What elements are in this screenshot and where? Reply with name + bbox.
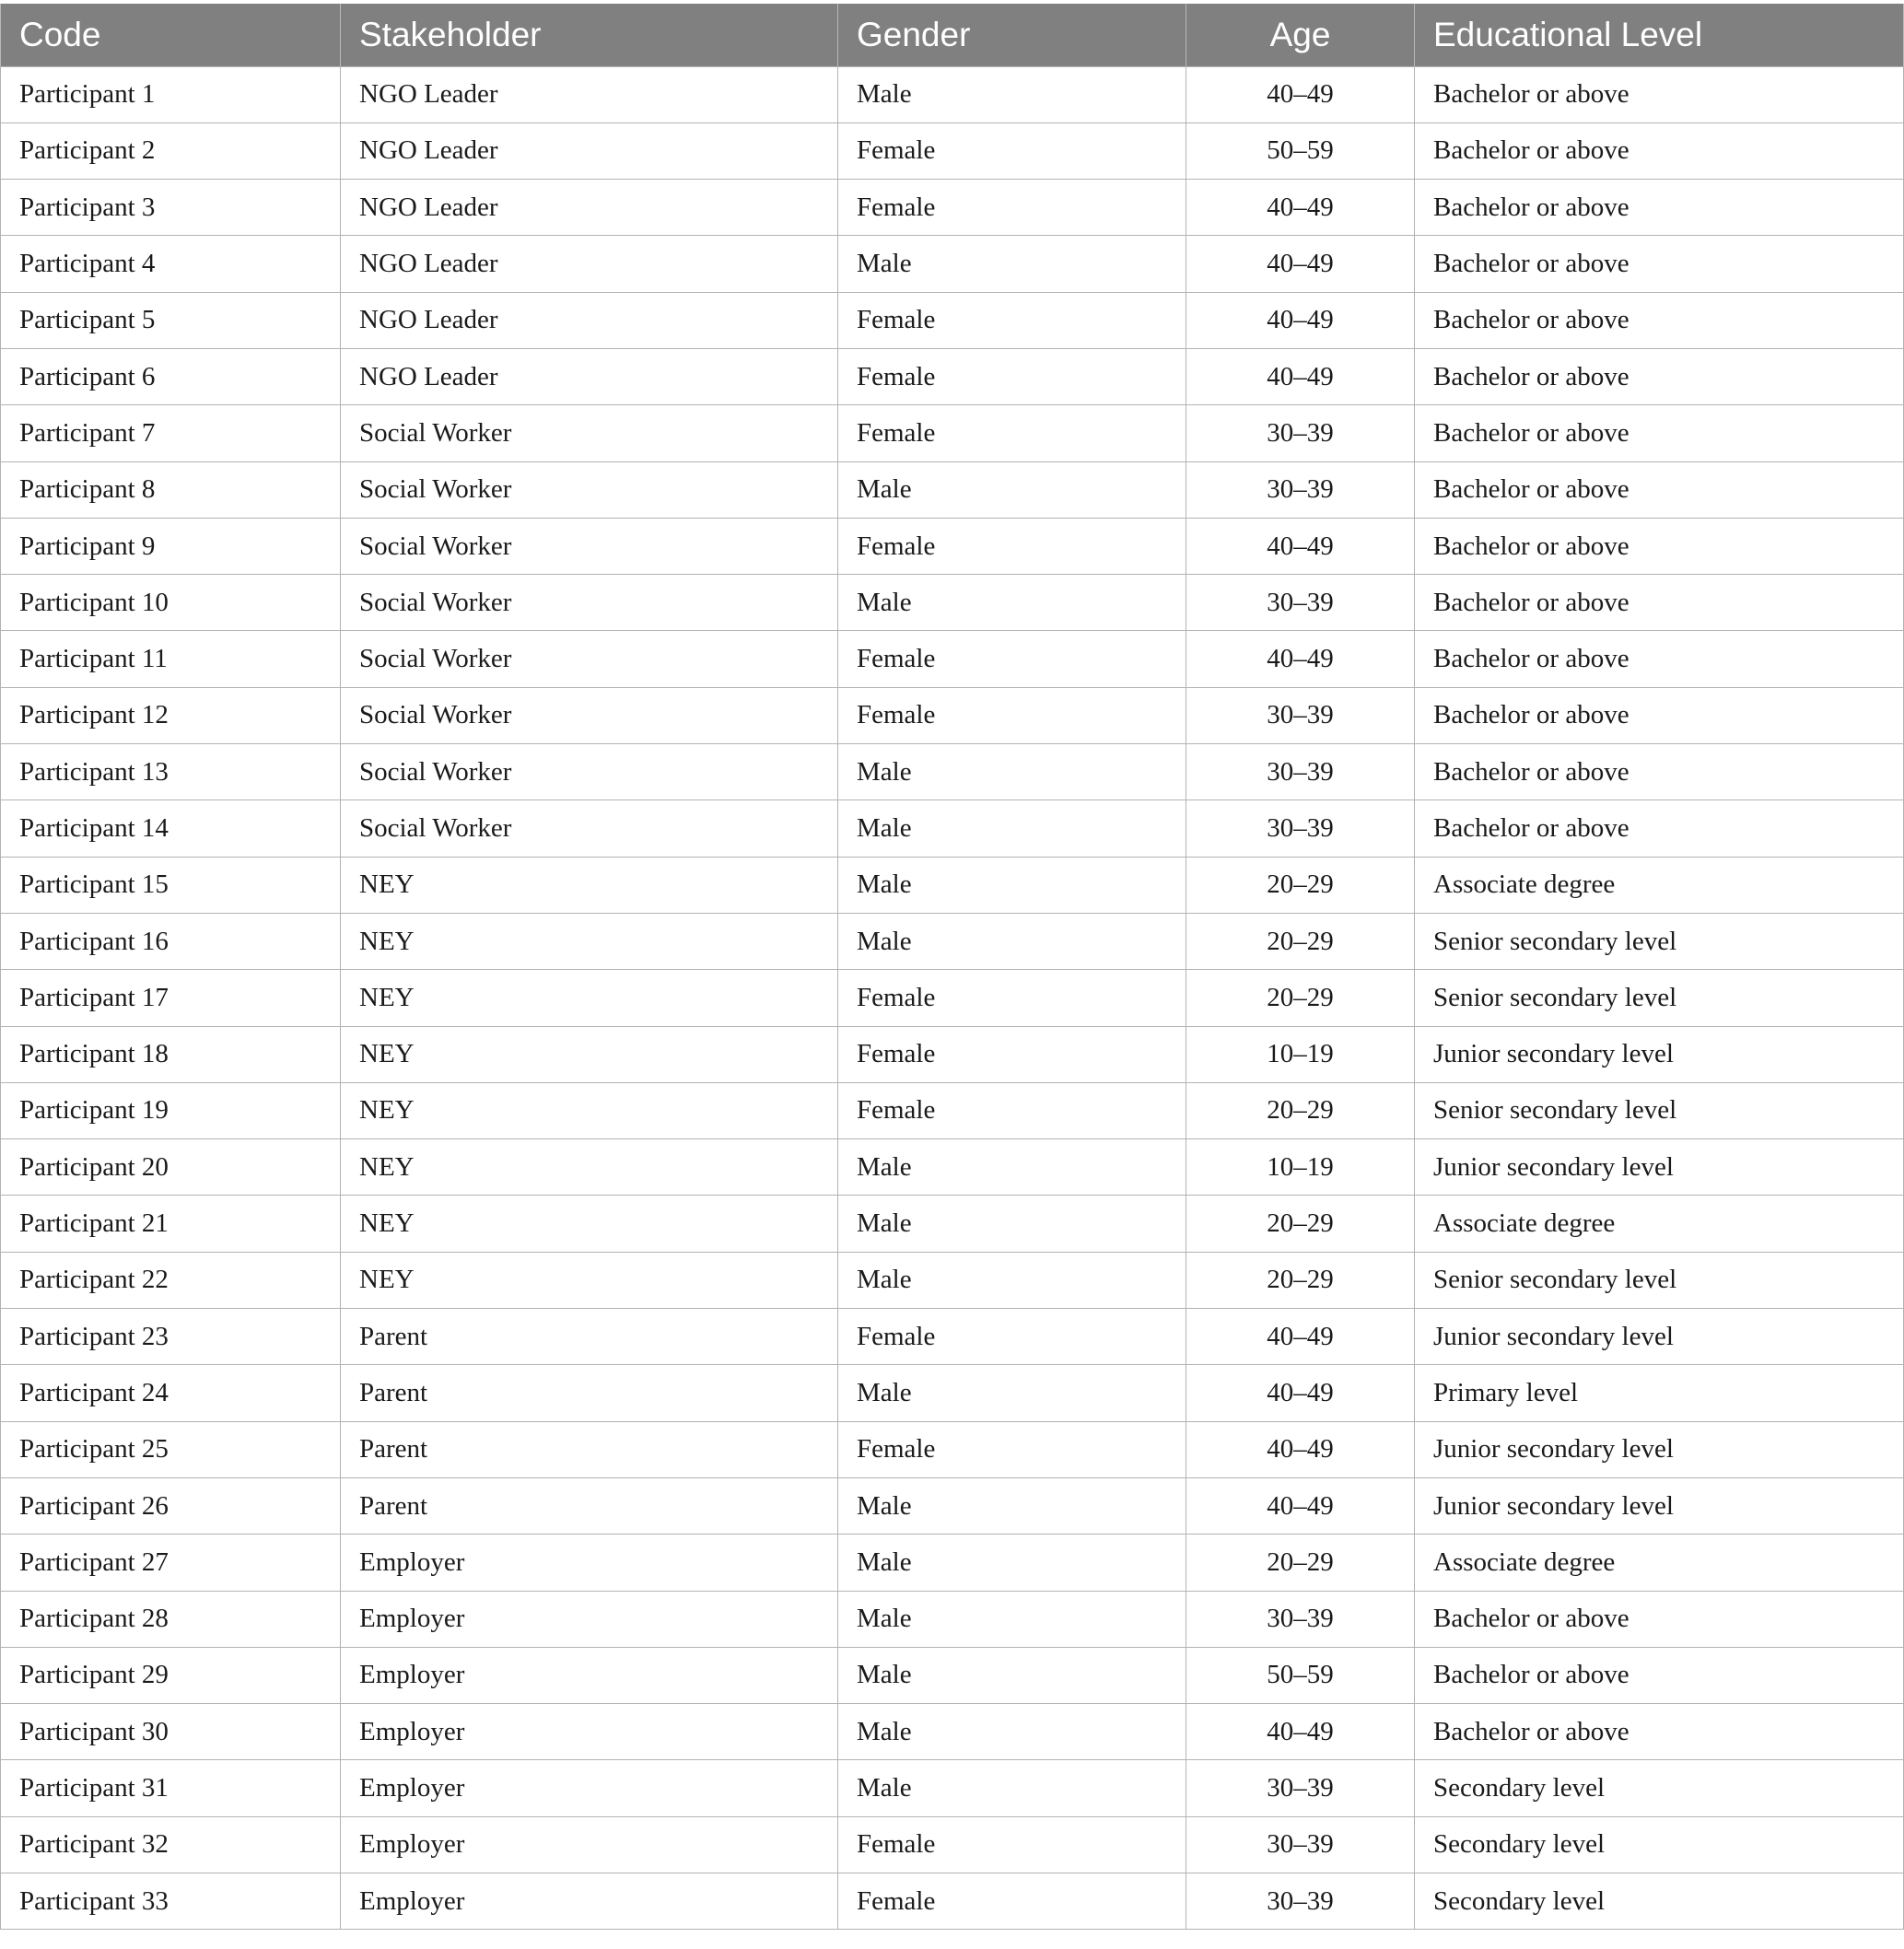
table-row: [1, 348, 1904, 404]
cell-educational-level: Bachelor or above: [1415, 518, 1904, 574]
cell-age: 30–39: [1186, 405, 1415, 461]
cell-age: 30–39: [1186, 575, 1415, 631]
cell-gender: Male: [838, 1252, 1186, 1308]
cell-stakeholder: Parent: [341, 1421, 838, 1477]
cell-code: Participant 4: [1, 236, 341, 292]
cell-code: Participant 18: [1, 1026, 341, 1082]
cell-age: 10–19: [1186, 1026, 1415, 1082]
cell-gender: Female: [838, 970, 1186, 1026]
cell-age: 40–49: [1186, 1421, 1415, 1477]
cell-gender: Female: [838, 1816, 1186, 1873]
cell-educational-level: Bachelor or above: [1415, 800, 1904, 857]
cell-stakeholder: Employer: [341, 1816, 838, 1873]
table-header: [1, 4, 1904, 66]
participants-table: [0, 4, 1904, 1930]
cell-age: 40–49: [1186, 236, 1415, 292]
cell-gender: Male: [838, 236, 1186, 292]
cell-educational-level: Secondary level: [1415, 1760, 1904, 1816]
cell-educational-level: Bachelor or above: [1415, 66, 1904, 123]
cell-code: Participant 26: [1, 1477, 341, 1534]
cell-stakeholder: Social Worker: [341, 687, 838, 743]
cell-stakeholder: NGO Leader: [341, 180, 838, 236]
cell-stakeholder: Employer: [341, 1873, 838, 1930]
cell-educational-level: Junior secondary level: [1415, 1026, 1904, 1082]
cell-code: Participant 10: [1, 575, 341, 631]
cell-code: Participant 25: [1, 1421, 341, 1477]
cell-gender: Male: [838, 1591, 1186, 1647]
table-row: [1, 1477, 1904, 1534]
table-row: [1, 744, 1904, 800]
cell-stakeholder: Social Worker: [341, 631, 838, 687]
cell-educational-level: Primary level: [1415, 1365, 1904, 1421]
table-row: [1, 1082, 1904, 1138]
cell-age: 40–49: [1186, 1309, 1415, 1365]
table-row: [1, 123, 1904, 179]
cell-age: 30–39: [1186, 461, 1415, 518]
cell-educational-level: Junior secondary level: [1415, 1139, 1904, 1196]
table-row: [1, 1309, 1904, 1365]
table-row: [1, 66, 1904, 123]
cell-stakeholder: NEY: [341, 1139, 838, 1196]
cell-educational-level: Junior secondary level: [1415, 1421, 1904, 1477]
cell-educational-level: Associate degree: [1415, 1196, 1904, 1252]
cell-gender: Female: [838, 1421, 1186, 1477]
cell-gender: Male: [838, 1365, 1186, 1421]
cell-stakeholder: NEY: [341, 857, 838, 913]
cell-stakeholder: Parent: [341, 1309, 838, 1365]
cell-gender: Male: [838, 1477, 1186, 1534]
table-row: [1, 1760, 1904, 1816]
cell-stakeholder: Social Worker: [341, 800, 838, 857]
cell-educational-level: Secondary level: [1415, 1873, 1904, 1930]
cell-code: Participant 6: [1, 348, 341, 404]
table-row: [1, 180, 1904, 236]
cell-gender: Male: [838, 1760, 1186, 1816]
cell-educational-level: Junior secondary level: [1415, 1477, 1904, 1534]
cell-stakeholder: Employer: [341, 1704, 838, 1760]
table-row: [1, 1139, 1904, 1196]
cell-age: 50–59: [1186, 1647, 1415, 1703]
cell-age: 30–39: [1186, 687, 1415, 743]
table-row: [1, 1421, 1904, 1477]
cell-code: Participant 24: [1, 1365, 341, 1421]
cell-code: Participant 8: [1, 461, 341, 518]
table-row: [1, 405, 1904, 461]
cell-educational-level: Bachelor or above: [1415, 180, 1904, 236]
cell-educational-level: Junior secondary level: [1415, 1309, 1904, 1365]
table-row: [1, 1026, 1904, 1082]
cell-age: 20–29: [1186, 1196, 1415, 1252]
cell-code: Participant 9: [1, 518, 341, 574]
cell-educational-level: Bachelor or above: [1415, 575, 1904, 631]
cell-educational-level: Bachelor or above: [1415, 405, 1904, 461]
cell-educational-level: Bachelor or above: [1415, 348, 1904, 404]
table-body: [1, 66, 1904, 1930]
cell-stakeholder: Employer: [341, 1591, 838, 1647]
table-row: [1, 913, 1904, 969]
cell-stakeholder: NGO Leader: [341, 348, 838, 404]
cell-gender: Male: [838, 800, 1186, 857]
cell-educational-level: Senior secondary level: [1415, 913, 1904, 969]
cell-gender: Male: [838, 1139, 1186, 1196]
cell-age: 30–39: [1186, 1816, 1415, 1873]
cell-code: Participant 23: [1, 1309, 341, 1365]
cell-age: 10–19: [1186, 1139, 1415, 1196]
cell-code: Participant 15: [1, 857, 341, 913]
cell-gender: Male: [838, 857, 1186, 913]
cell-age: 30–39: [1186, 744, 1415, 800]
cell-educational-level: Bachelor or above: [1415, 687, 1904, 743]
table-row: [1, 800, 1904, 857]
cell-code: Participant 1: [1, 66, 341, 123]
cell-gender: Female: [838, 1309, 1186, 1365]
table-row: [1, 518, 1904, 574]
cell-educational-level: Secondary level: [1415, 1816, 1904, 1873]
cell-stakeholder: NEY: [341, 1252, 838, 1308]
header-stakeholder: Stakeholder: [341, 4, 838, 66]
cell-age: 30–39: [1186, 1760, 1415, 1816]
cell-stakeholder: Social Worker: [341, 744, 838, 800]
cell-age: 40–49: [1186, 518, 1415, 574]
cell-code: Participant 7: [1, 405, 341, 461]
cell-code: Participant 29: [1, 1647, 341, 1703]
cell-educational-level: Associate degree: [1415, 857, 1904, 913]
table-row: [1, 631, 1904, 687]
cell-educational-level: Bachelor or above: [1415, 236, 1904, 292]
cell-code: Participant 17: [1, 970, 341, 1026]
cell-code: Participant 21: [1, 1196, 341, 1252]
cell-code: Participant 12: [1, 687, 341, 743]
cell-stakeholder: Parent: [341, 1477, 838, 1534]
table-row: [1, 1704, 1904, 1760]
cell-code: Participant 33: [1, 1873, 341, 1930]
header-gender: Gender: [838, 4, 1186, 66]
cell-educational-level: Bachelor or above: [1415, 461, 1904, 518]
table-row: [1, 1591, 1904, 1647]
cell-educational-level: Bachelor or above: [1415, 1591, 1904, 1647]
cell-age: 40–49: [1186, 1477, 1415, 1534]
header-row: [1, 4, 1904, 66]
cell-gender: Male: [838, 66, 1186, 123]
table-row: [1, 1252, 1904, 1308]
cell-age: 40–49: [1186, 180, 1415, 236]
table-row: [1, 1647, 1904, 1703]
table-row: [1, 1873, 1904, 1930]
cell-educational-level: Bachelor or above: [1415, 292, 1904, 348]
cell-stakeholder: Social Worker: [341, 405, 838, 461]
cell-age: 20–29: [1186, 1252, 1415, 1308]
cell-age: 50–59: [1186, 123, 1415, 179]
table-row: [1, 292, 1904, 348]
header-code: Code: [1, 4, 341, 66]
cell-educational-level: Bachelor or above: [1415, 1704, 1904, 1760]
cell-stakeholder: NEY: [341, 970, 838, 1026]
cell-stakeholder: Social Worker: [341, 461, 838, 518]
cell-code: Participant 16: [1, 913, 341, 969]
cell-educational-level: Bachelor or above: [1415, 631, 1904, 687]
cell-gender: Female: [838, 292, 1186, 348]
cell-stakeholder: NEY: [341, 1026, 838, 1082]
cell-educational-level: Bachelor or above: [1415, 123, 1904, 179]
table-row: [1, 1365, 1904, 1421]
cell-educational-level: Associate degree: [1415, 1535, 1904, 1591]
cell-stakeholder: Employer: [341, 1647, 838, 1703]
cell-age: 20–29: [1186, 913, 1415, 969]
cell-stakeholder: NGO Leader: [341, 66, 838, 123]
header-age: Age: [1186, 4, 1415, 66]
cell-gender: Male: [838, 1647, 1186, 1703]
cell-code: Participant 5: [1, 292, 341, 348]
participants-table-container: [0, 4, 1904, 1930]
cell-age: 40–49: [1186, 631, 1415, 687]
cell-code: Participant 2: [1, 123, 341, 179]
cell-code: Participant 27: [1, 1535, 341, 1591]
cell-stakeholder: Parent: [341, 1365, 838, 1421]
cell-gender: Male: [838, 1704, 1186, 1760]
cell-age: 40–49: [1186, 1704, 1415, 1760]
cell-stakeholder: NEY: [341, 1196, 838, 1252]
cell-age: 20–29: [1186, 1082, 1415, 1138]
cell-stakeholder: Social Worker: [341, 518, 838, 574]
table-row: [1, 236, 1904, 292]
cell-stakeholder: NEY: [341, 913, 838, 969]
cell-gender: Male: [838, 1196, 1186, 1252]
table-row: [1, 1535, 1904, 1591]
cell-code: Participant 32: [1, 1816, 341, 1873]
cell-educational-level: Bachelor or above: [1415, 1647, 1904, 1703]
cell-gender: Female: [838, 631, 1186, 687]
cell-code: Participant 22: [1, 1252, 341, 1308]
cell-code: Participant 30: [1, 1704, 341, 1760]
cell-age: 20–29: [1186, 970, 1415, 1026]
cell-stakeholder: Employer: [341, 1535, 838, 1591]
cell-age: 40–49: [1186, 1365, 1415, 1421]
cell-educational-level: Senior secondary level: [1415, 970, 1904, 1026]
cell-age: 30–39: [1186, 800, 1415, 857]
cell-age: 30–39: [1186, 1873, 1415, 1930]
cell-code: Participant 13: [1, 744, 341, 800]
table-row: [1, 575, 1904, 631]
cell-stakeholder: NEY: [341, 1082, 838, 1138]
cell-educational-level: Senior secondary level: [1415, 1082, 1904, 1138]
cell-stakeholder: Social Worker: [341, 575, 838, 631]
cell-gender: Male: [838, 575, 1186, 631]
cell-gender: Male: [838, 913, 1186, 969]
table-row: [1, 857, 1904, 913]
table-row: [1, 1816, 1904, 1873]
cell-gender: Male: [838, 1535, 1186, 1591]
cell-gender: Female: [838, 687, 1186, 743]
table-row: [1, 1196, 1904, 1252]
cell-gender: Female: [838, 518, 1186, 574]
cell-age: 20–29: [1186, 857, 1415, 913]
cell-gender: Female: [838, 405, 1186, 461]
cell-age: 30–39: [1186, 1591, 1415, 1647]
cell-gender: Male: [838, 744, 1186, 800]
cell-code: Participant 19: [1, 1082, 341, 1138]
cell-gender: Female: [838, 123, 1186, 179]
cell-code: Participant 20: [1, 1139, 341, 1196]
cell-code: Participant 3: [1, 180, 341, 236]
cell-gender: Male: [838, 461, 1186, 518]
table-row: [1, 461, 1904, 518]
table-row: [1, 970, 1904, 1026]
cell-code: Participant 14: [1, 800, 341, 857]
cell-gender: Female: [838, 1082, 1186, 1138]
cell-stakeholder: NGO Leader: [341, 236, 838, 292]
cell-age: 40–49: [1186, 348, 1415, 404]
cell-gender: Female: [838, 348, 1186, 404]
cell-age: 20–29: [1186, 1535, 1415, 1591]
cell-code: Participant 31: [1, 1760, 341, 1816]
cell-educational-level: Bachelor or above: [1415, 744, 1904, 800]
cell-gender: Female: [838, 1873, 1186, 1930]
cell-code: Participant 28: [1, 1591, 341, 1647]
cell-educational-level: Senior secondary level: [1415, 1252, 1904, 1308]
cell-stakeholder: NGO Leader: [341, 123, 838, 179]
cell-stakeholder: Employer: [341, 1760, 838, 1816]
cell-age: 40–49: [1186, 66, 1415, 123]
cell-gender: Female: [838, 1026, 1186, 1082]
cell-code: Participant 11: [1, 631, 341, 687]
cell-age: 40–49: [1186, 292, 1415, 348]
header-educational-level: Educational Level: [1415, 4, 1904, 66]
cell-gender: Female: [838, 180, 1186, 236]
cell-stakeholder: NGO Leader: [341, 292, 838, 348]
table-row: [1, 687, 1904, 743]
